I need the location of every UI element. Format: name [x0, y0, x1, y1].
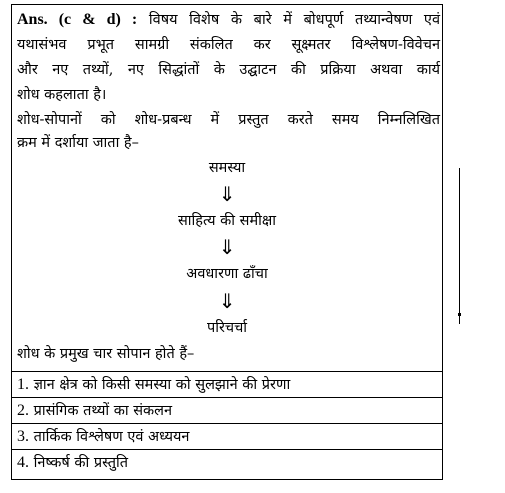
step-label: ज्ञान क्षेत्र को किसी समस्या को सुलझाने की प्रेरणा: [33, 377, 291, 393]
column-divider: [459, 168, 460, 324]
step-number: 4.: [17, 454, 29, 471]
flow-step-problem: समस्या: [208, 160, 246, 176]
table-row: [11, 397, 443, 423]
intro-text-1: विषय विशेष के बारे में बोधपूर्ण तथ्यान्वेषण एवं: [148, 12, 441, 28]
steps-heading: शोध के प्रमुख चार सोपान होते हैं–: [17, 346, 195, 362]
step-number: 1.: [17, 376, 29, 393]
step-number: 2.: [17, 402, 29, 419]
step-label: निष्कर्ष की प्रस्तुति: [33, 455, 129, 471]
step-item: [17, 427, 189, 447]
column-divider-mark: [458, 313, 461, 316]
step-number: 3.: [17, 428, 29, 445]
step-item: [17, 401, 172, 421]
intro-line-1: [17, 9, 440, 31]
table-row: [11, 371, 443, 397]
sequence-line-1: शोध-सोपानों को शोध-प्रबन्ध में प्रस्तुत करते समय निम्नलिखित: [17, 112, 440, 128]
step-item: [17, 375, 290, 395]
flow-step-conceptual-framework: अवधारणा ढाँचा: [186, 266, 268, 282]
intro-line-2: यथासंभव प्रभूत सामग्री संकलित कर सूक्ष्मतर विश्लेषण-विवेचन: [17, 37, 440, 53]
intro-line-3: और नए तथ्यों, नए सिद्धांतों के उद्घाटन की प्रक्रिया अथवा कार्य: [17, 62, 440, 78]
down-arrow-icon: ⇓: [218, 289, 236, 313]
answer-prefix: Ans. (c & d) :: [17, 11, 138, 28]
flow-step-literature-review: साहित्य की समीक्षा: [177, 213, 277, 229]
flow-step-discussion: परिचर्चा: [206, 320, 248, 336]
sequence-line-2: क्रम में दर्शाया जाता है–: [17, 135, 139, 151]
down-arrow-icon: ⇓: [218, 182, 236, 206]
down-arrow-icon: ⇓: [218, 235, 236, 259]
step-item: [17, 453, 128, 473]
intro-line-4: शोध कहलाता है।: [17, 87, 107, 103]
table-row: [11, 423, 443, 449]
table-row: [11, 449, 443, 480]
step-label: तार्किक विश्लेषण एवं अध्ययन: [33, 429, 190, 445]
step-label: प्रासंगिक तथ्यों का संकलन: [33, 403, 173, 419]
